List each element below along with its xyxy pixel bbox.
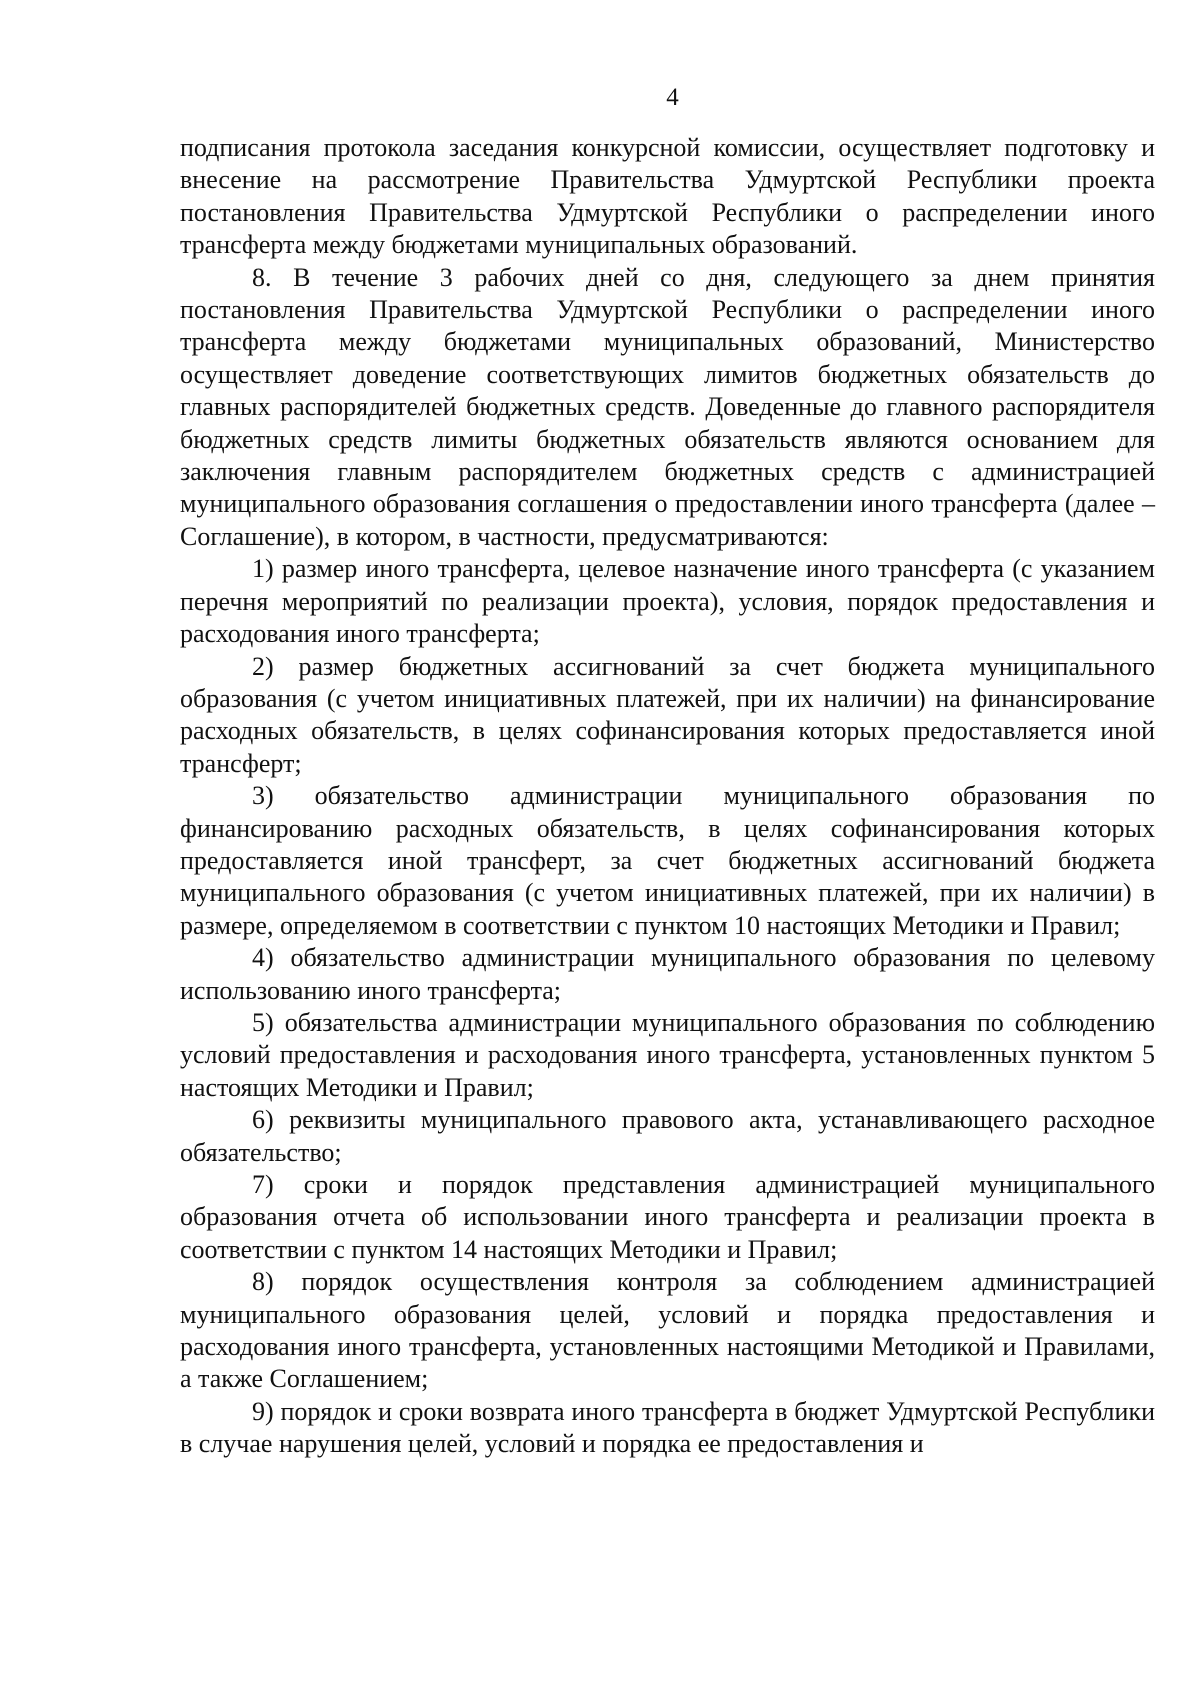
- list-item-4: 4) обязательство администрации муниципального образования по целевому использованию иного трансферта;: [180, 943, 1155, 1005]
- list-item-6: 6) реквизиты муниципального правового акта, устанавливающего расходное обязательство;: [180, 1105, 1155, 1167]
- list-item-2: 2) размер бюджетных ассигнований за счет бюджета муниципального образования (с учетом инициативных платежей, при их наличии) на финансирование расходных обязательств, в целях софинансирования которых предоставляется иной трансферт;: [180, 651, 1155, 778]
- list-item-1: 1) размер иного трансферта, целевое назначение иного трансферта (с указанием перечня мероприятий по реализации проекта), условия, порядок предоставления и расходования иного трансферта;: [180, 554, 1155, 649]
- paragraph-item-8: 8. В течение 3 рабочих дней со дня, следующего за днем принятия постановления Правительства Удмуртской Республики о распределении иного трансферта между бюджетами муниципальных образований, Министерство осуществляет доведение соответствующих лимитов бюджетных обязательств до главных распорядителей бюджетных средств. Доведенные до главного распорядителя бюджетных средств лимиты бюджетных обязательств являются основанием для заключения главным распорядителем бюджетных средств с администрацией муниципального образования соглашения о предоставлении иного трансферта (далее – Соглашение), в котором, в частности, предусматриваются:: [180, 262, 1155, 551]
- list-item-9: 9) порядок и сроки возврата иного трансферта в бюджет Удмуртской Республики в случае нарушения целей, условий и порядка ее предоставления и: [180, 1396, 1155, 1459]
- page-number: 4: [666, 84, 679, 111]
- list-item-5: 5) обязательства администрации муниципального образования по соблюдению условий предоставления и расходования иного трансферта, установленных пунктом 5 настоящих Методики и Правил;: [180, 1007, 1155, 1102]
- paragraph-continuation: подписания протокола заседания конкурсной комиссии, осуществляет подготовку и внесение на рассмотрение Правительства Удмуртской Республики проекта постановления Правительства Удмуртской Республики о распределении иного трансферта между бюджетами муниципальных образований.: [180, 133, 1155, 260]
- list-item-3: 3) обязательство администрации муниципального образования по финансированию расходных обязательств, в целях софинансирования которых предоставляется иной трансферт, за счет бюджетных ассигнований бюджета муниципального образования (с учетом инициативных платежей, при их наличии) в размере, определяемом в соответствии с пунктом 10 настоящих Методики и Правил;: [180, 781, 1155, 940]
- document-body: [180, 132, 1155, 1461]
- list-item-8: 8) порядок осуществления контроля за соблюдением администрацией муниципального образования целей, условий и порядка предоставления и расходования иного трансферта, установленных настоящими Методикой и Правилами, а также Соглашением;: [180, 1267, 1155, 1394]
- list-item-7: 7) сроки и порядок представления администрацией муниципального образования отчета об использовании иного трансферта и реализации проекта в соответствии с пунктом 14 настоящих Методики и Правил;: [180, 1170, 1155, 1264]
